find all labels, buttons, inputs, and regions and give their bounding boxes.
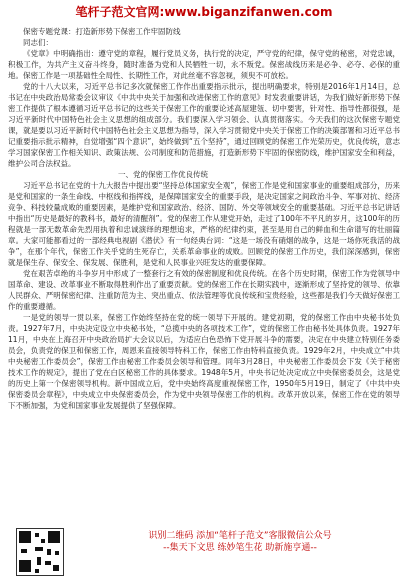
paragraph: 一是党的领导一贯以来，保密工作始终坚持在党的统一领导下开展的。建党初期，党的保密工作由中央秘书处负责。1927年7月，中央决定设立中央秘书处，“总揽中央的各项技术工作”，党的保密工作由秘书处具体负责。1927年11月，中央在上海召开中央政治局扩大会议以后，为适应白色恐怖下党开展斗争的需要，决定在中央建立特别任务委员会，负责党的保卫和保密工作，周恩来直接领导特科工作，保密工作由特科直接负责。1929年2月，中央成立“中共中央秘密工作委员会”，保密工作由秘密工作委员会领导和管理。同年3月28日，中央秘密工作委员会下发《关于秘密技术工作的规定》，提出了党在白区秘密工作的具体要求。1948年5月，中央书记处决定成立中央保密委员会，这是党的历史上第一个保密领导机构。新中国成立后，党中央始终高度重视保密工作，1950年5月19日，制定了《中共中央保密委员会章程》，中央成立中央保密委员会，作为党中央领导保密工作的机构。改革开放以来，保密工作在党的领导下不断加强，为党和国家事业发展提供了坚强保障。 bbox=[8, 313, 400, 410]
site-header bbox=[0, 0, 408, 24]
footer-line: --集天下文思 练妙笔生花 助新施亨通-- bbox=[163, 543, 317, 553]
footer-line: 识别二维码 添加“笔杆子范文”客服微信公众号 bbox=[148, 531, 332, 541]
footer-text bbox=[90, 530, 390, 554]
footer bbox=[0, 522, 408, 580]
section-heading: 一、党的保密工作优良传统 bbox=[118, 170, 208, 179]
article-body bbox=[8, 26, 400, 522]
paragraph: 党的十八大以来，习近平总书记多次就保密工作作出重要指示批示，提出明确要求，特别是2016年1月14日，总书记在中央政治局常委会议审议《中共中央关于加强和改进保密工作的意见》时发表重要讲话，为我们做好新形势下保密工作提供了根本遵循习近平总书记的这些关于保密工作的重要论述高屋建瓴、切中要害，针对性、指导性都很强，是习近平新时代中国特色社会主义思想的组成部分。我们要深入学习领会、认真贯彻落实。今天我们的这次保密专题党课，就是要以习近平新时代中国特色社会主义思想为指导，深入学习贯彻党中央关于保密工作的决策部署和习近平总书记重要指示批示精神，自觉增强“四个意识”，始终做到“五个坚持”，通过回顾党的保密工作光荣历史，优良传统，意志学习国家保密工作相关知识、政策法规、公司制度和防范措施，打造新形势下牢固的保密防线，维护国家安全和利益，维护公司合法权益。 bbox=[8, 82, 400, 168]
paragraph: 党在艰苦卓绝的斗争岁月中形成了一整套行之有效的保密制度和优良传统。在各个历史时期，保密工作为党领导中国革命、建设、改革事业不断取得胜利作出了重要贡献。党的保密工作在长期实践中，逐渐形成了坚持党的领导、依靠人民群众、严明保密纪律、注重防范为主、突出重点、依法管理等优良传统和宝贵经验，这些都是我们今天做好保密工作的重要遵循。 bbox=[8, 269, 400, 311]
paragraph: 习近平总书记在党的十九大报告中提出要“坚持总体国家安全观”，保密工作是党和国家事业的重要组成部分，历来是党和国家的一条生命线、中枢线和指挥线，是保障国家安全的重要手段，是决定国家之间政治斗争、军事对抗、经济竞争、科技较量成败的重要因素，是维护党和国家政治、经济、国防、外交等领域安全的重要基础。习近平总书记讲话中指出“历史是最好的教科书，最好的清醒剂”。党的保密工作从建党开始，走过了100年不平凡的岁月，这100年的历程就是一部无数革命先烈用执着和忠诚演绎的理想追求，严格的纪律约束，甚至是用自己的鲜血和生命谱写的壮丽篇章。大家可能都看过的一部经典电视剧《潜伏》有一句经典台词：“这是一场没有硝烟的战争，这是一场你死我活的战争”，在那个年代，保密工作关乎党的生死存亡，关系革命事业的成败。回顾党的保密工作历史，我们深深感到，保密就是保生存、保安全、保发展、保胜利，是党和人民事业兴旺发达的重要保障。 bbox=[8, 181, 400, 267]
site-title[interactable]: 笔杆子范文官网:www.biganzifanwen.com bbox=[75, 5, 333, 19]
qr-code-icon[interactable] bbox=[16, 528, 64, 576]
article-title: 保密专题党课：打造新形势下保密工作牢固防线 bbox=[23, 27, 181, 36]
paragraph: 《党章》中明确指出：遵守党的章程，履行党员义务，执行党的决定，严守党的纪律，保守党的秘密，对党忠诚，积极工作，为共产主义奋斗终身，随时准备为党和人民牺牲一切，永不叛党。保密战线历来是必争、必夺、必保的重地。保密工作是一项基础性全局性、长期性工作，对此丝毫不容忽视，须臾不可放松。 bbox=[8, 49, 400, 80]
salutation: 同志们： bbox=[23, 38, 53, 47]
